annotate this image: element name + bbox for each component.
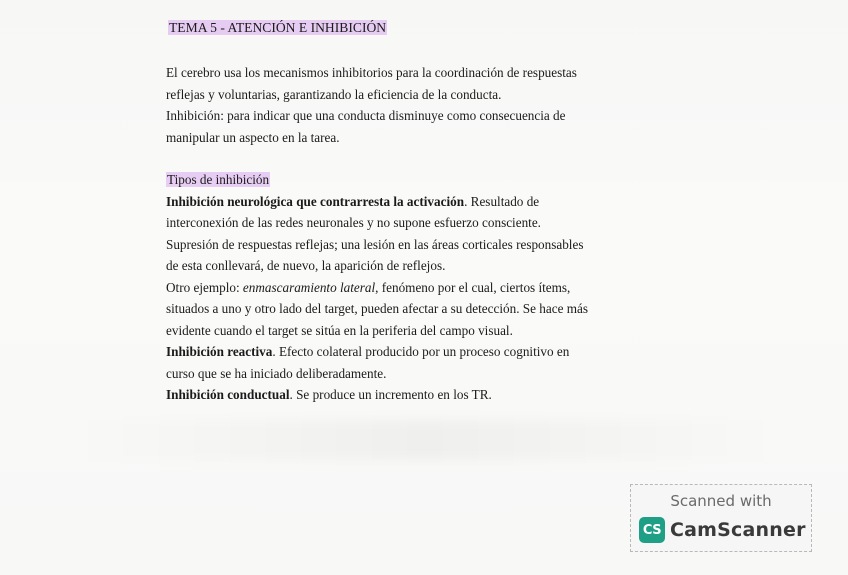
scanned-with-label: Scanned with <box>670 492 772 510</box>
body-line: situados a uno y otro lado del target, pueden afectar a su detección. Se hace más <box>166 301 588 316</box>
body-line: curso que se ha iniciado deliberadamente. <box>166 365 387 381</box>
bleed-through-shadow <box>70 420 780 460</box>
intro-line: manipular un aspecto en la tarea. <box>166 129 340 145</box>
example-line <box>166 277 726 299</box>
camscanner-watermark <box>630 484 812 552</box>
example-term: enmascaramiento lateral <box>242 279 376 295</box>
neurologica-line <box>166 191 726 213</box>
camscanner-brand-row <box>639 517 806 543</box>
tipos-heading-highlight: Tipos de inhibición <box>167 172 270 187</box>
camscanner-brand-name: CamScanner <box>670 519 806 541</box>
intro-line: reflejas y voluntarias, garantizando la eficiencia de la conducta. <box>166 86 502 102</box>
camscanner-logo-icon: CS <box>639 517 665 543</box>
body-line: interconexión de las redes neuronales y no supone esfuerzo consciente. <box>166 215 541 230</box>
title-highlight: TEMA 5 - ATENCIÓN E INHIBICIÓN <box>169 20 387 35</box>
body-line: evidente cuando el target se sitúa en la periferia del campo visual. <box>166 322 513 338</box>
reactiva-line <box>166 341 726 363</box>
neurologica-term: Inhibición neurológica que contrarresta la activación <box>166 193 465 209</box>
conductual-text: . Se produce un incremento en los TR. <box>289 387 492 402</box>
tipos-heading <box>166 169 726 191</box>
example-prefix: Otro ejemplo: <box>166 279 243 295</box>
neurologica-text: . Resultado de <box>464 193 540 209</box>
document-title <box>168 14 726 42</box>
body-line: de esta conllevará, de nuevo, la aparición de reflejos. <box>166 258 446 273</box>
example-suffix: , fenómeno por el cual, ciertos ítems, <box>375 279 571 295</box>
intro-paragraph <box>166 62 726 148</box>
conductual-line <box>166 384 726 406</box>
document-body <box>166 14 726 406</box>
conductual-term: Inhibición conductual <box>166 387 290 402</box>
body-line: Supresión de respuestas reflejas; una lesión en las áreas corticales responsables <box>166 236 584 252</box>
reactiva-text: . Efecto colateral producido por un proceso cognitivo en <box>272 344 570 359</box>
tipos-section <box>166 169 726 406</box>
intro-line: Inhibición: para indicar que una conducta disminuye como consecuencia de <box>166 108 566 123</box>
reactiva-term: Inhibición reactiva <box>166 344 273 359</box>
intro-line: El cerebro usa los mecanismos inhibitorios para la coordinación de respuestas <box>166 65 577 80</box>
